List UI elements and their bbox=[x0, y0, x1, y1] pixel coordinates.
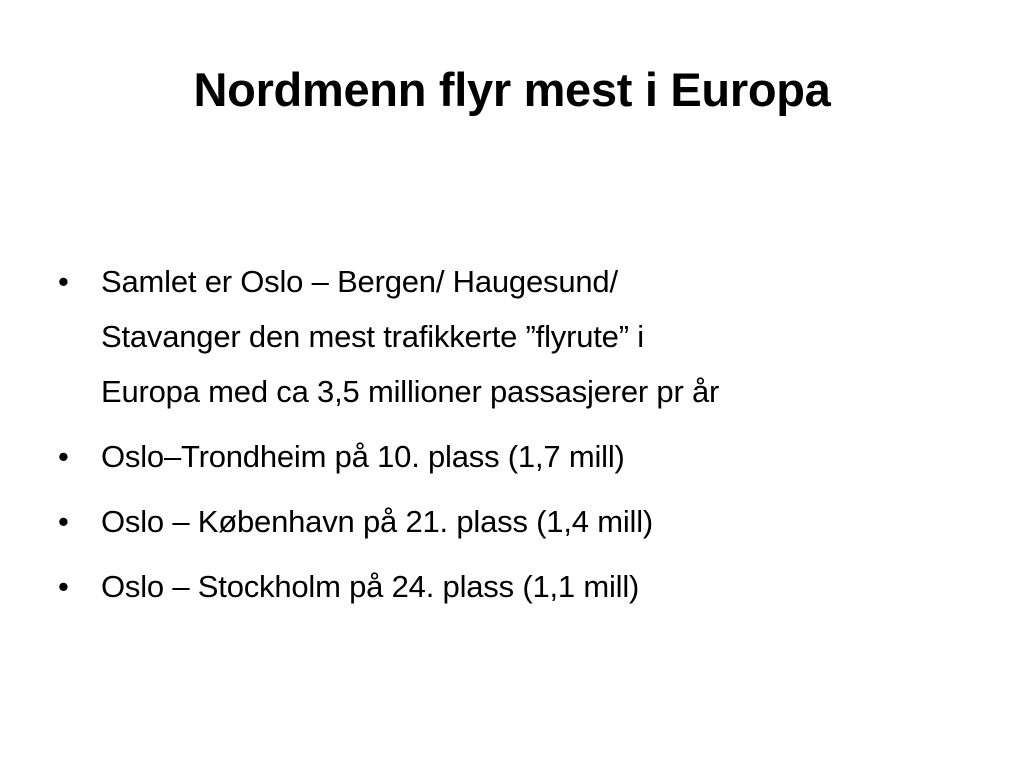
bullet-text: Oslo–Trondheim på 10. plass (1,7 mill) bbox=[101, 439, 625, 474]
bullet-text: Oslo – København på 21. plass (1,4 mill) bbox=[101, 504, 653, 539]
bullet-text: Samlet er Oslo – Bergen/ Haugesund/ Stavanger den mest trafikkerte ”flyrute” i Europa med ca 3,5 millioner passasjerer pr år bbox=[101, 264, 720, 409]
bullet-dot-icon: • bbox=[58, 504, 69, 539]
bullet-dot-icon: • bbox=[58, 569, 69, 604]
slide-title: Nordmenn flyr mest i Europa bbox=[193, 63, 831, 116]
bullet-list bbox=[56, 254, 976, 624]
bullet-text: Oslo – Stockholm på 24. plass (1,1 mill) bbox=[101, 569, 640, 604]
bullet-item-2 bbox=[56, 429, 976, 484]
bullet-item-4 bbox=[56, 559, 976, 614]
bullet-item-1 bbox=[56, 254, 976, 419]
bullet-dot-icon: • bbox=[58, 264, 69, 299]
bullet-dot-icon: • bbox=[58, 439, 69, 474]
bullet-item-3 bbox=[56, 494, 976, 549]
